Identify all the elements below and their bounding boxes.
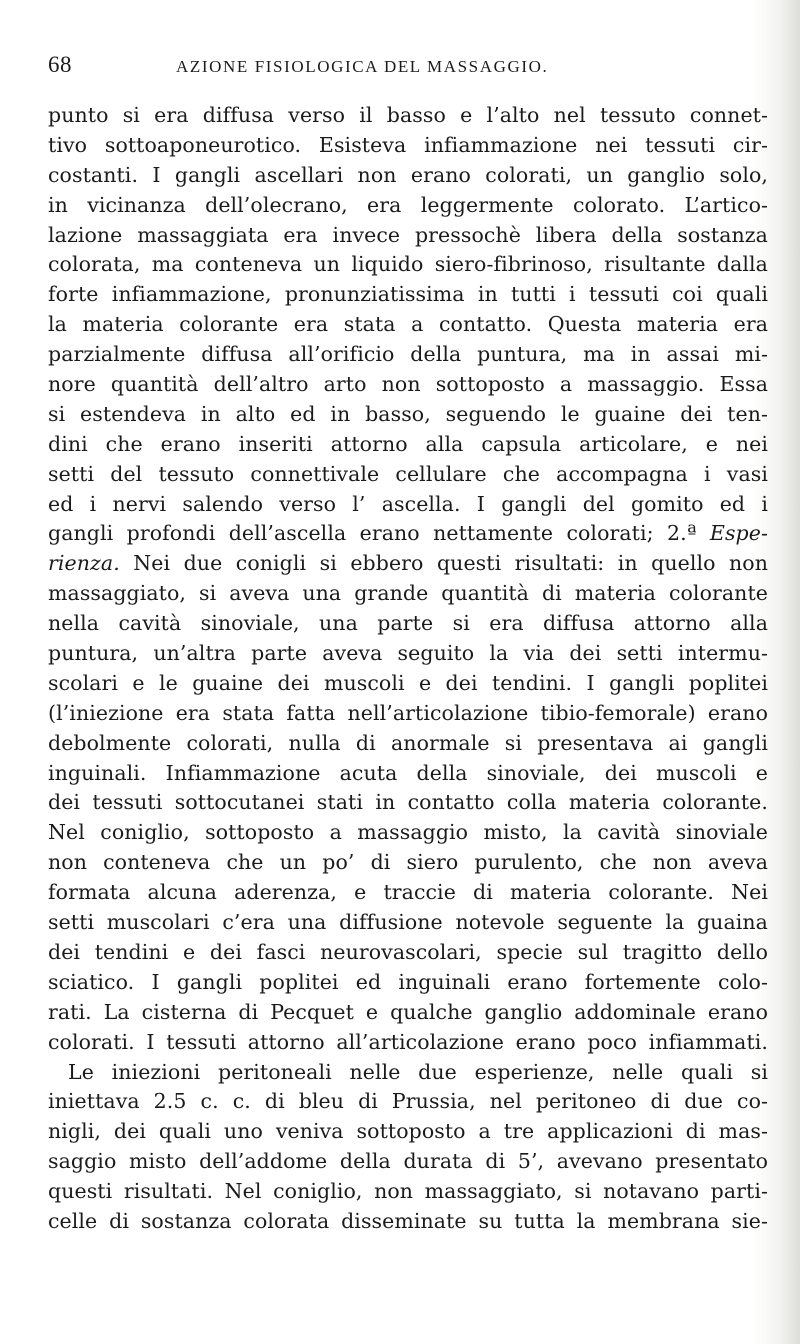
text-line: nore quantità dell’altro arto non sottoposto a massaggio. Essa <box>48 372 768 397</box>
text-line: scolari e le guaine dei muscoli e dei tendini. I gangli poplitei <box>48 670 768 695</box>
text-line: saggio misto dell’addome della durata di 5’, avevano presentato <box>48 1149 768 1174</box>
text-line: Nel coniglio, sottoposto a massaggio misto, la cavità sinoviale <box>48 820 768 845</box>
page-header <box>48 52 760 80</box>
text-line <box>48 549 768 579</box>
text-line: nigli, dei quali uno veniva sottoposto a tre applicazioni di mas- <box>48 1119 768 1144</box>
body-text <box>48 101 768 1237</box>
text-line: colorata, ma conteneva un liquido siero-fibrinoso, risultante dalla <box>48 252 768 277</box>
text-line: iniettava 2.5 c. c. di bleu di Prussia, nel peritoneo di due co- <box>48 1089 768 1114</box>
text-line: lazione massaggiata era invece pressochè libera della sostanza <box>48 222 768 247</box>
text-line: setti muscolari c’era una diffusione notevole seguente la guaina <box>48 910 768 935</box>
text-line: parzialmente diffusa all’orificio della puntura, ma in assai mi- <box>48 342 768 367</box>
text-line: celle di sostanza colorata disseminate su tutta la membrana sie- <box>48 1208 768 1233</box>
text-line: colorati. I tessuti attorno all’articolazione erano poco infiammati. <box>48 1029 768 1054</box>
text-line: massaggiato, si aveva una grande quantità di materia colorante <box>48 581 768 606</box>
italic-word: Espe- <box>709 521 768 546</box>
running-head: AZIONE FISIOLOGICA DEL MASSAGGIO. <box>176 57 549 76</box>
text-line: rati. La cisterna di Pecquet e qualche ganglio addominale erano <box>48 999 768 1024</box>
text-line: formata alcuna aderenza, e traccie di materia colorante. Nei <box>48 880 768 905</box>
text-line: dei tendini e dei fasci neurovascolari, specie sul tragitto dello <box>48 939 768 964</box>
text-line-start: gangli profondi dell’ascella erano nettamente colorati; 2.ª <box>48 521 697 546</box>
text-line: la materia colorante era stata a contatto. Questa materia era <box>48 312 768 337</box>
text-line: non conteneva che un po’ di siero purulento, che non aveva <box>48 850 768 875</box>
italic-continuation: rienza. <box>48 551 120 576</box>
text-line: setti del tessuto connettivale cellulare che accompagna i vasi <box>48 461 768 486</box>
text-line: punto si era diffusa verso il basso e l’alto nel tessuto connet- <box>48 103 768 127</box>
text-line: inguinali. Infiammazione acuta della sinoviale, dei muscoli e <box>48 760 768 785</box>
text-line: ed i nervi salendo verso l’ ascella. I gangli del gomito ed i <box>48 491 768 516</box>
text-line: nella cavità sinoviale, una parte si era diffusa attorno alla <box>48 611 768 636</box>
text-line: puntura, un’altra parte aveva seguito la via dei setti intermu- <box>48 641 768 666</box>
paragraph-start-line: Le iniezioni peritoneali nelle due esperienze, nelle quali si <box>68 1059 768 1084</box>
text-line: sciatico. I gangli poplitei ed inguinali erano fortemente colo- <box>48 969 768 994</box>
page-number: 68 <box>48 52 72 77</box>
text-line: forte infiammazione, pronunziatissima in tutti i tessuti coi quali <box>48 282 768 307</box>
text-line: questi risultati. Nel coniglio, non massaggiato, si notavano parti- <box>48 1179 768 1204</box>
text-line: tivo sottoaponeurotico. Esisteva infiammazione nei tessuti cir- <box>48 132 768 157</box>
text-line: si estendeva in alto ed in basso, seguendo le guaine dei ten- <box>48 401 768 426</box>
text-line: dei tessuti sottocutanei stati in contatto colla materia colorante. <box>48 790 768 815</box>
text-line: dini che erano inseriti attorno alla capsula articolare, e nei <box>48 431 768 456</box>
text-line-with-italic <box>48 519 768 549</box>
text-line: debolmente colorati, nulla di anormale si presentava ai gangli <box>48 730 768 755</box>
text-line: (l’iniezione era stata fatta nell’articolazione tibio-femorale) erano <box>48 700 768 725</box>
text-line-rest: Nei due conigli si ebbero questi risultati: in quello non <box>119 551 768 576</box>
text-line: costanti. I gangli ascellari non erano colorati, un ganglio solo, <box>48 162 768 187</box>
text-line: in vicinanza dell’olecrano, era leggermente colorato. L’artico- <box>48 192 768 217</box>
